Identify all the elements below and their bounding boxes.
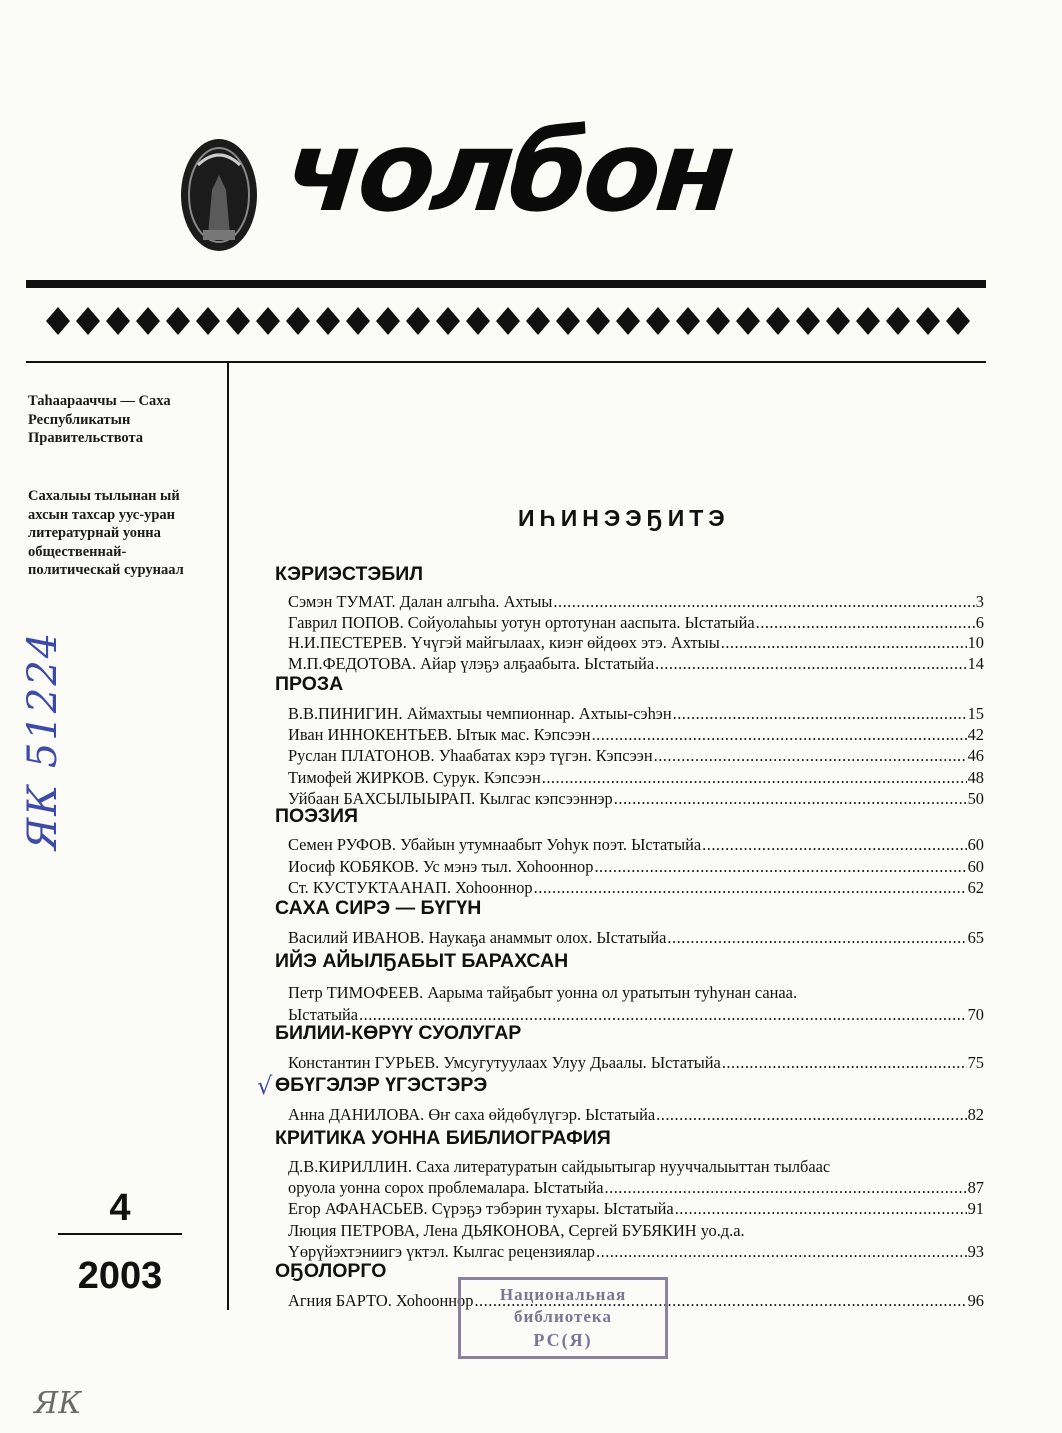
toc-page-number: 62 xyxy=(967,878,984,897)
toc-entry xyxy=(288,1199,984,1219)
journal-title: чолбон xyxy=(279,107,738,237)
stamp-line: Национальная xyxy=(499,1285,627,1304)
toc-entry-text: Ыстатыйа xyxy=(288,1005,359,1024)
diamond-ornament xyxy=(44,304,974,338)
diamond-icon xyxy=(466,307,490,335)
toc-entry xyxy=(288,983,984,1003)
section-heading: КРИТИКА УОННА БИБЛИОГРАФИЯ xyxy=(275,1127,611,1149)
toc-page-number: 48 xyxy=(967,767,984,787)
toc-page-number: 15 xyxy=(967,704,984,723)
toc-entry xyxy=(288,789,984,809)
toc-page-number: 14 xyxy=(967,653,984,673)
toc-entry-text: Люция ПЕТРОВА, Лена ДЬЯКОНОВА, Сергей БУБЯКИН уо.д.а. xyxy=(288,1220,745,1240)
toc-entry-text: В.В.ПИНИГИН. Аймахтыы чемпионнар. Ахтыы-сэhэн xyxy=(288,704,672,723)
toc-leader-dots xyxy=(655,654,967,674)
toc-entry xyxy=(288,654,984,674)
diamond-icon xyxy=(196,307,220,335)
toc-entry-text: Петр ТИМОФЕЕВ. Аарыма тайҕабыт уонна ол уратытын туһунан санаа. xyxy=(288,983,798,1002)
toc-leader-dots xyxy=(534,878,967,898)
toc-page-number: 82 xyxy=(967,1105,984,1124)
toc-entry-text: Василий ИВАНОВ. Наукаҕа анаммыт олох. Ыстатыйа xyxy=(288,928,667,947)
toc-entry-text: М.П.ФЕДОТОВА. Айар үлэҕэ алҕаабыта. Ыстатыйа xyxy=(288,653,655,673)
diamond-icon xyxy=(346,307,370,335)
stamp-line: библиотека xyxy=(514,1307,612,1326)
section-heading: КЭРИЭСТЭБИЛ xyxy=(275,563,424,585)
toc-page-number: 3 xyxy=(975,592,984,611)
toc-leader-dots xyxy=(605,1178,967,1198)
toc-entry-text: Константин ГУРЬЕВ. Умсугутуулаах Улуу Дьаалы. Ыстатыйа xyxy=(288,1053,721,1072)
toc-entry xyxy=(288,1242,984,1262)
toc-page-number: 46 xyxy=(967,746,984,766)
toc-page-number: 65 xyxy=(967,928,984,947)
toc-entry xyxy=(288,746,984,766)
section-heading: ИЙЭ АЙЫЛҔАБЫТ БАРАХСАН xyxy=(275,950,569,972)
toc-page-number: 10 xyxy=(967,633,984,652)
diamond-icon xyxy=(106,307,130,335)
toc-leader-dots xyxy=(756,613,975,633)
header-rule xyxy=(26,280,986,288)
diamond-icon xyxy=(496,307,520,335)
toc-entry-text: Семен РУФОВ. Убайын утумнаабыт Уоhук поэт. Ыстатыйа xyxy=(288,835,702,854)
diamond-icon xyxy=(406,307,430,335)
diamond-icon xyxy=(436,307,460,335)
toc-page-number: 87 xyxy=(967,1178,984,1198)
diamond-icon xyxy=(526,307,550,335)
toc-leader-dots xyxy=(594,857,966,877)
handwritten-mark: ЯК xyxy=(34,1386,82,1421)
issue-number: 4 xyxy=(109,1187,131,1229)
toc-page-number: 70 xyxy=(967,1005,984,1024)
diamond-icon xyxy=(766,307,790,335)
toc-entry-text: Сэмэн ТУМАТ. Далан алгыhа. Ахтыы xyxy=(288,592,553,611)
toc-entry xyxy=(288,704,984,724)
diamond-icon xyxy=(376,307,400,335)
toc-leader-dots xyxy=(654,746,967,766)
toc-entry-text: Иосиф КОБЯКОВ. Ус мэнэ тыл. Хоhооннор xyxy=(288,856,594,876)
diamond-icon xyxy=(946,307,970,335)
toc-leader-dots xyxy=(721,633,967,653)
diamond-icon xyxy=(886,307,910,335)
toc-entry-text: Иван ИННОКЕНТЬЕВ. Ытык мас. Кэпсээн xyxy=(288,725,591,745)
toc-entry xyxy=(288,633,984,653)
library-stamp xyxy=(458,1277,668,1359)
toc-entry-text: Агния БАРТО. Хоhооннор xyxy=(288,1291,474,1310)
toc-leader-dots xyxy=(553,592,974,612)
handwritten-check-icon: √ xyxy=(257,1072,273,1100)
contents-title: ИҺИНЭЭҔИТЭ xyxy=(518,505,730,531)
issue-rule xyxy=(58,1233,182,1235)
header-rule-thin xyxy=(26,361,986,363)
toc-entry xyxy=(288,613,984,633)
diamond-icon xyxy=(76,307,100,335)
toc-leader-dots xyxy=(592,725,967,745)
toc-entry xyxy=(288,592,984,612)
toc-leader-dots xyxy=(542,768,967,788)
diamond-icon xyxy=(616,307,640,335)
diamond-icon xyxy=(226,307,250,335)
toc-page-number: 60 xyxy=(967,835,984,854)
toc-entry xyxy=(288,768,984,788)
diamond-icon xyxy=(826,307,850,335)
diamond-icon xyxy=(706,307,730,335)
diamond-icon xyxy=(286,307,310,335)
toc-entry-text: Н.И.ПЕСТЕРЕВ. Үчүгэй майгылаах, киэҥ өйдөөх этэ. Ахтыы xyxy=(288,633,720,652)
toc-entry-text: Анна ДАНИЛОВА. Өҥ саха өйдөбүлүгэр. Ыстатыйа xyxy=(288,1105,656,1124)
issue-year: 2003 xyxy=(77,1255,163,1297)
section-heading: САХА СИРЭ — БҮГҮН xyxy=(275,897,482,919)
diamond-icon xyxy=(256,307,280,335)
handwritten-call-number: ЯК 51224 xyxy=(20,630,66,850)
toc-entry-text: Руслан ПЛАТОНОВ. Уһаабатах кэрэ түгэн. Кэпсээн xyxy=(288,746,653,766)
toc-leader-dots xyxy=(722,1053,967,1073)
journal-description: Сахалыы тылынан ый ахсын тахсар уус-уран литературнай уонна общественнай-политическай сурунаал xyxy=(28,488,184,578)
toc-leader-dots xyxy=(673,704,967,724)
toc-entry-text: Егор АФАНАСЬЕВ. Сүрэҕэ тэбэрин тухары. Ыстатыйа xyxy=(288,1199,674,1219)
toc-page-number: 6 xyxy=(975,612,984,632)
toc-page-number: 91 xyxy=(967,1199,984,1219)
toc-entry-text: Гаврил ПОПОВ. Сойуолаhыы уотун ортотунан ааспыта. Ыстатыйа xyxy=(288,612,755,632)
diamond-icon xyxy=(166,307,190,335)
toc-entry-text: Тимофей ЖИРКОВ. Сурук. Кэпсээн xyxy=(288,767,541,787)
toc-entry xyxy=(288,1221,984,1241)
toc-entry-text: Үөрүйэхтэниигэ үктэл. Кылгас рецензиялар xyxy=(288,1241,595,1261)
diamond-icon xyxy=(556,307,580,335)
diamond-icon xyxy=(796,307,820,335)
toc-page-number: 60 xyxy=(967,856,984,876)
section-heading: БИЛИИ-КӨРҮҮ СУОЛУГАР xyxy=(275,1022,522,1044)
toc-page-number: 42 xyxy=(967,725,984,745)
toc-page-number: 75 xyxy=(967,1053,984,1072)
toc-leader-dots xyxy=(667,928,966,948)
toc-entry-text: Уйбаан БАХСЫЛЫЫРАП. Кылгас кэпсээннэр xyxy=(288,788,613,808)
toc-entry-text: оруола уонна сорох проблемалара. Ыстатыйа xyxy=(288,1178,604,1198)
diamond-icon xyxy=(586,307,610,335)
section-heading: ПРОЗА xyxy=(275,673,344,695)
toc-entry xyxy=(288,878,984,898)
toc-entry xyxy=(288,725,984,745)
section-heading: ПОЭЗИЯ xyxy=(275,805,359,827)
diamond-icon xyxy=(916,307,940,335)
toc-entry xyxy=(288,928,984,948)
toc-page-number: 93 xyxy=(967,1241,984,1261)
toc-entry xyxy=(288,857,984,877)
diamond-icon xyxy=(316,307,340,335)
diamond-icon xyxy=(46,307,70,335)
diamond-icon xyxy=(856,307,880,335)
stamp-line: РС(Я) xyxy=(533,1330,593,1350)
toc-page-number: 50 xyxy=(967,788,984,808)
diamond-icon xyxy=(676,307,700,335)
column-divider xyxy=(227,362,229,1310)
diamond-icon xyxy=(646,307,670,335)
toc-entry xyxy=(288,1157,984,1177)
toc-entry xyxy=(288,1053,984,1073)
toc-entry xyxy=(288,835,984,855)
section-heading: ӨБҮГЭЛЭР ҮГЭСТЭРЭ xyxy=(275,1074,488,1096)
diamond-icon xyxy=(136,307,160,335)
toc-leader-dots xyxy=(596,1242,967,1262)
toc-leader-dots xyxy=(614,789,967,809)
publisher-text: Таhаарааччы — Саха Республикатын Правительствота xyxy=(28,393,171,446)
toc-entry-text: Д.В.КИРИЛЛИН. Саха литературатын сайдыытыгар нууччалыыттан тылбаас xyxy=(288,1157,831,1176)
ussr-emblem-icon xyxy=(178,135,260,255)
toc-entry-text: Ст. КУСТУКТААНАП. Хоhооннор xyxy=(288,878,533,897)
toc-entry xyxy=(288,1178,984,1198)
toc-leader-dots xyxy=(656,1105,966,1125)
toc-entry xyxy=(288,1105,984,1125)
toc-page-number: 96 xyxy=(967,1291,984,1310)
toc-leader-dots xyxy=(702,835,966,855)
toc-leader-dots xyxy=(675,1199,967,1219)
section-heading: ОҔОЛОРГО xyxy=(275,1260,387,1282)
diamond-icon xyxy=(736,307,760,335)
